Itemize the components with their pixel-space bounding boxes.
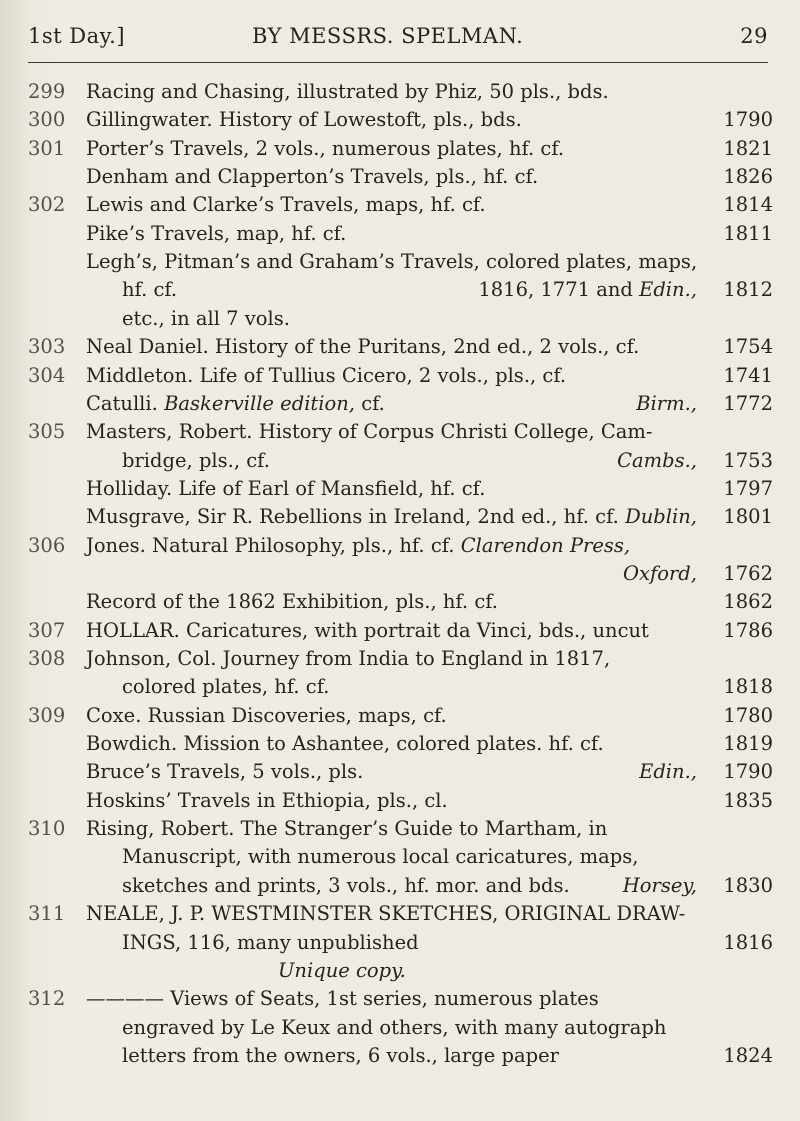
catalogue-line xyxy=(28,560,773,588)
lot-description xyxy=(86,390,697,418)
catalogue-line xyxy=(28,617,773,645)
description-text: Gillingwater. History of Lowestoft, pls., bds. xyxy=(86,108,522,132)
catalogue-line xyxy=(28,758,773,786)
lot-year: 1814 xyxy=(723,193,773,217)
lot-number: 311 xyxy=(28,902,66,926)
catalogue-line xyxy=(28,730,773,758)
imprint-city: Horsey, xyxy=(622,873,697,897)
lot-year: 1741 xyxy=(723,363,773,387)
lot-description xyxy=(86,333,697,361)
description-text: Holliday. Life of Earl of Mansfield, hf. cf. xyxy=(86,476,486,500)
lot-description xyxy=(122,929,697,957)
description-text: hf. cf. xyxy=(122,278,178,302)
catalogue-line xyxy=(28,872,773,900)
catalogue-line xyxy=(28,418,773,446)
description-text: Pike’s Travels, map, hf. cf. xyxy=(86,221,347,245)
description-text: NEALE, J. P. WESTMINSTER SKETCHES, ORIGINAL DRAW- xyxy=(86,902,686,926)
catalogue-line xyxy=(28,900,773,928)
description-text: engraved by Le Keux and others, with many autograph xyxy=(122,1015,667,1039)
description-text: Neal Daniel. History of the Puritans, 2nd ed., 2 vols., cf. xyxy=(86,335,640,359)
lot-number: 307 xyxy=(28,618,66,642)
catalogue-line xyxy=(28,135,773,163)
description-text: Manuscript, with numerous local caricatures, maps, xyxy=(122,845,639,869)
lot-year: 1811 xyxy=(723,221,773,245)
description-text: Musgrave, Sir R. Rebellions in Ireland, 2nd ed., hf. cf. xyxy=(86,505,619,529)
catalogue-line xyxy=(28,390,773,418)
catalogue-line xyxy=(28,220,773,248)
catalogue-line xyxy=(28,362,773,390)
catalogue-line xyxy=(28,787,773,815)
lot-year: 1821 xyxy=(723,136,773,160)
imprint-place xyxy=(617,447,697,475)
lot-description xyxy=(86,163,697,191)
lot-description xyxy=(86,248,697,276)
catalogue-line xyxy=(28,163,773,191)
catalogue-line xyxy=(28,78,773,106)
description-text: letters from the owners, 6 vols., large paper xyxy=(122,1043,559,1067)
description-text: HOLLAR. Caricatures, with portrait da Vinci, bds., uncut xyxy=(86,618,649,642)
lot-year: 1753 xyxy=(723,448,773,472)
description-text: Middleton. Life of Tullius Cicero, 2 vols., pls., cf. xyxy=(86,363,567,387)
lot-number: 305 xyxy=(28,420,66,444)
catalogue-line xyxy=(28,532,773,560)
lot-description xyxy=(86,78,697,106)
description-italic: Unique copy. xyxy=(278,958,406,982)
lot-description xyxy=(86,106,697,134)
lot-year: 1786 xyxy=(723,618,773,642)
description-text: Legh’s, Pitman’s and Graham’s Travels, colored plates, maps, xyxy=(86,250,698,274)
lot-year: 1826 xyxy=(723,165,773,189)
imprint-place xyxy=(623,560,697,588)
imprint-place xyxy=(623,872,697,900)
catalogue-line xyxy=(28,702,773,730)
catalogue-line xyxy=(28,333,773,361)
description-text: Coxe. Russian Discoveries, maps, cf. xyxy=(86,703,447,727)
lot-description xyxy=(86,645,697,673)
lot-description xyxy=(278,957,697,985)
lot-description xyxy=(86,758,697,786)
header-rule xyxy=(28,62,768,63)
lot-description xyxy=(86,475,697,503)
description-text: Racing and Chasing, illustrated by Phiz, 50 pls., bds. xyxy=(86,80,609,103)
lot-year: 1824 xyxy=(723,1043,773,1067)
lot-year: 1818 xyxy=(723,675,773,699)
catalogue-line xyxy=(28,305,773,333)
catalogue-line xyxy=(28,588,773,616)
lot-number: 302 xyxy=(28,193,66,217)
lot-description xyxy=(86,900,697,928)
imprint-place xyxy=(478,276,697,304)
description-text: Porter’s Travels, 2 vols., numerous plates, hf. cf. xyxy=(86,136,565,160)
lot-description xyxy=(86,191,697,219)
catalogue-line xyxy=(28,645,773,673)
day-label: 1st Day.] xyxy=(28,24,126,48)
catalogue-line xyxy=(28,503,773,531)
lot-year: 1816 xyxy=(723,930,773,954)
catalogue-line xyxy=(28,1014,773,1042)
description-text: colored plates, hf. cf. xyxy=(122,675,330,699)
imprint-city: Edin., xyxy=(639,278,697,302)
imprint-city: Dublin, xyxy=(625,505,697,529)
description-text: sketches and prints, 3 vols., hf. mor. and bds. xyxy=(122,873,570,897)
lot-description xyxy=(86,588,697,616)
description-text: Denham and Clapperton’s Travels, pls., hf. cf. xyxy=(86,165,539,189)
catalogue-line xyxy=(28,276,773,304)
lot-description xyxy=(86,503,697,531)
lot-description xyxy=(122,305,697,333)
lot-number: 308 xyxy=(28,647,66,670)
page-number: 29 xyxy=(740,24,768,48)
lot-year: 1790 xyxy=(723,108,773,132)
imprint-city: Cambs., xyxy=(617,448,697,472)
description-italic: Clarendon Press, xyxy=(460,533,631,557)
lot-description xyxy=(86,532,697,560)
lot-year: 1835 xyxy=(723,788,773,812)
catalogue-line xyxy=(28,843,773,871)
description-text: Record of the 1862 Exhibition, pls., hf. cf. xyxy=(86,590,498,614)
lot-number: 299 xyxy=(28,80,66,103)
description-text: Jones. Natural Philosophy, pls., hf. cf. xyxy=(86,533,455,557)
lot-year: 1812 xyxy=(723,278,773,302)
lot-number: 301 xyxy=(28,136,66,160)
catalogue-line xyxy=(28,985,773,1013)
lot-description xyxy=(86,815,697,843)
lot-year: 1762 xyxy=(723,561,773,585)
imprint-city: Oxford, xyxy=(623,561,697,585)
lot-description xyxy=(86,220,697,248)
lot-description xyxy=(86,617,697,645)
lot-year: 1780 xyxy=(723,703,773,727)
lot-description xyxy=(122,1014,697,1042)
lot-description xyxy=(86,787,697,815)
lot-year: 1862 xyxy=(723,590,773,614)
lot-year: 1801 xyxy=(723,505,773,529)
lot-number: 312 xyxy=(28,987,66,1011)
lot-year: 1754 xyxy=(723,335,773,359)
description-text: etc., in all 7 vols. xyxy=(122,306,290,330)
catalogue-line xyxy=(28,1042,773,1070)
description-after: cf. xyxy=(355,391,385,415)
description-italic: Baskerville edition, xyxy=(164,391,355,415)
lot-year: 1830 xyxy=(723,873,773,897)
catalogue-line xyxy=(28,191,773,219)
catalogue-line xyxy=(28,815,773,843)
lot-description xyxy=(86,418,697,446)
lot-description xyxy=(122,447,697,475)
lot-description xyxy=(86,985,697,1013)
catalogue-line xyxy=(28,673,773,701)
lot-year: 1797 xyxy=(723,476,773,500)
catalogue-line xyxy=(28,929,773,957)
lot-year: 1790 xyxy=(723,760,773,784)
lot-description xyxy=(86,560,697,588)
lot-number: 300 xyxy=(28,108,66,132)
imprint-years: 1816, 1771 and xyxy=(478,278,640,302)
imprint-city: Edin., xyxy=(639,760,697,784)
description-text: Bowdich. Mission to Ashantee, colored plates. hf. cf. xyxy=(86,732,604,756)
catalogue-line xyxy=(28,957,773,985)
description-text: Lewis and Clarke’s Travels, maps, hf. cf. xyxy=(86,193,486,217)
catalogue-line xyxy=(28,447,773,475)
imprint-place xyxy=(625,503,697,531)
description-text: ———— Views of Seats, 1st series, numerous plates xyxy=(86,987,599,1011)
lot-description xyxy=(86,362,697,390)
description-text: Johnson, Col. Journey from India to England in 1817, xyxy=(86,647,611,670)
description-text: Masters, Robert. History of Corpus Christi College, Cam- xyxy=(86,420,653,444)
lot-year: 1819 xyxy=(723,732,773,756)
catalogue-line xyxy=(28,248,773,276)
lot-number: 310 xyxy=(28,817,66,841)
description-text: bridge, pls., cf. xyxy=(122,448,270,472)
lot-number: 304 xyxy=(28,363,66,387)
lot-description xyxy=(122,843,697,871)
lot-number: 303 xyxy=(28,335,66,359)
lot-description xyxy=(86,702,697,730)
description-text: Hoskins’ Travels in Ethiopia, pls., cl. xyxy=(86,788,448,812)
description-text: Bruce’s Travels, 5 vols., pls. xyxy=(86,760,364,784)
lot-description xyxy=(122,872,697,900)
lot-description xyxy=(86,730,697,758)
description-text: INGS, 116, many unpublished xyxy=(122,930,419,954)
imprint-place xyxy=(639,758,697,786)
lot-description xyxy=(122,673,697,701)
catalogue-line xyxy=(28,106,773,134)
lot-description xyxy=(86,135,697,163)
lot-number: 309 xyxy=(28,703,66,727)
auctioneer-heading: BY MESSRS. SPELMAN. xyxy=(252,24,524,48)
lot-description xyxy=(122,1042,697,1070)
description-text: Rising, Robert. The Stranger’s Guide to Martham, in xyxy=(86,817,608,841)
page-header xyxy=(28,24,768,64)
imprint-place xyxy=(636,390,697,418)
lot-year: 1772 xyxy=(723,391,773,415)
imprint-city: Birm., xyxy=(636,391,697,415)
lot-number: 306 xyxy=(28,533,66,557)
catalogue-line xyxy=(28,475,773,503)
description-text: Catulli. xyxy=(86,391,158,415)
